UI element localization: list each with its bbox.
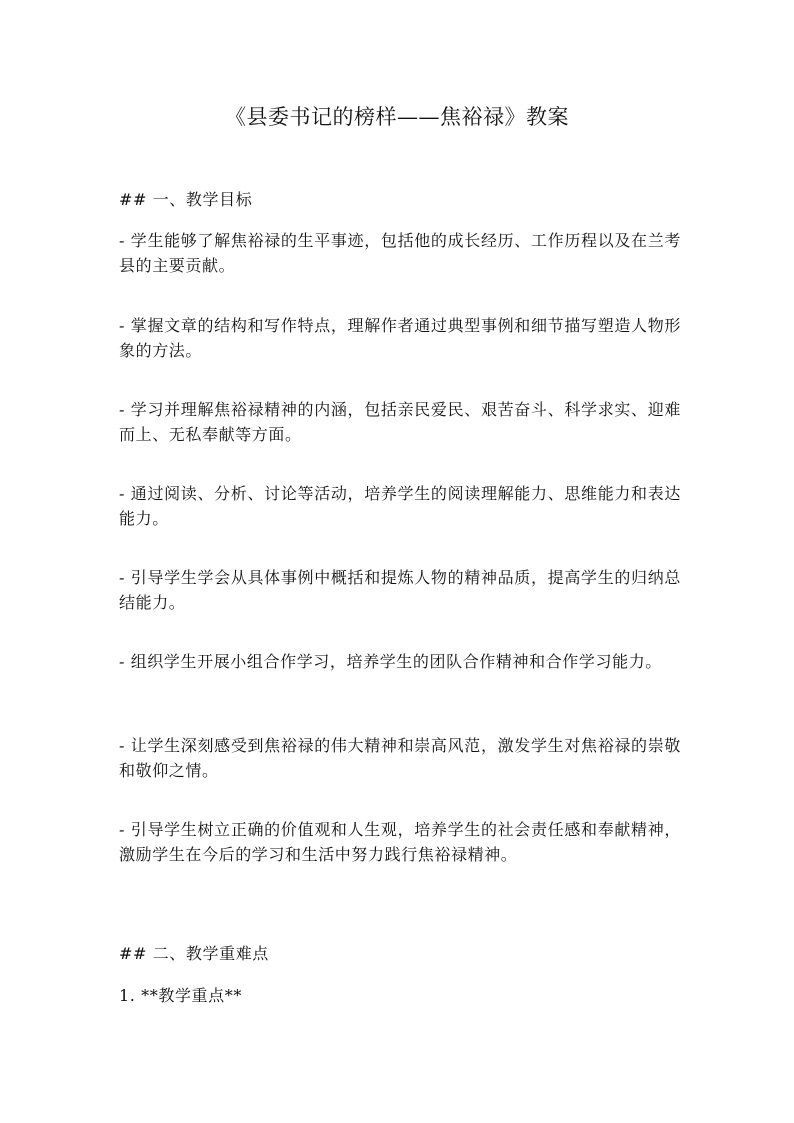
goal-item: - 学习并理解焦裕禄精神的内涵，包括亲民爱民、艰苦奋斗、科学求实、迎难而上、无私奉献等方面。 [119,400,681,444]
subsection-heading-teaching-focus: 1. **教学重点** [119,986,242,1005]
goal-item: - 让学生深刻感受到焦裕禄的伟大精神和崇高风范，激发学生对焦裕禄的崇敬和敬仰之情。 [119,736,681,780]
goal-item: - 掌握文章的结构和写作特点，理解作者通过典型事例和细节描写塑造人物形象的方法。 [119,316,681,360]
section-heading-key-difficulties: ## 二、教学重难点 [119,944,269,963]
goal-item: - 通过阅读、分析、讨论等活动，培养学生的阅读理解能力、思维能力和表达能力。 [119,484,681,528]
goal-item: - 引导学生树立正确的价值观和人生观，培养学生的社会责任感和奉献精神，激励学生在今后的学习和生活中努力践行焦裕禄精神。 [119,820,681,864]
section-heading-teaching-goals: ## 一、教学目标 [119,190,253,209]
goal-item: - 组织学生开展小组合作学习，培养学生的团队合作精神和合作学习能力。 [119,652,662,671]
goal-item: - 学生能够了解焦裕禄的生平事迹，包括他的成长经历、工作历程以及在兰考县的主要贡献。 [119,231,681,275]
document-title: 《县委书记的榜样——焦裕禄》教案 [225,105,569,129]
goal-item: - 引导学生学会从具体事例中概括和提炼人物的精神品质，提高学生的归纳总结能力。 [119,568,681,612]
